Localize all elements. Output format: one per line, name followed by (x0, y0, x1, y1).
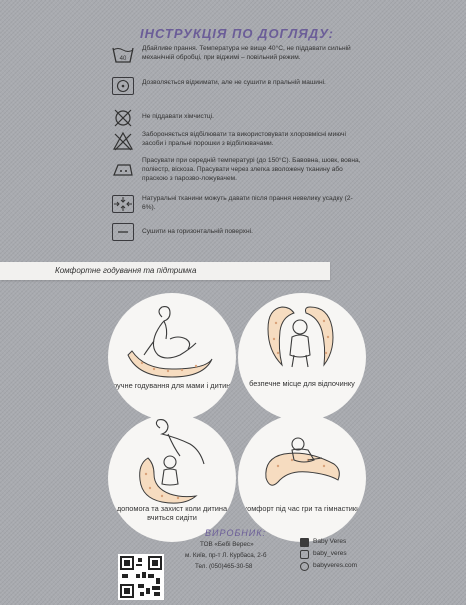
globe-icon (300, 562, 309, 571)
tumble-dry-prohibited-icon (112, 77, 134, 95)
feature-card-play (238, 414, 366, 542)
care-text: Сушити на горизонтальній поверхні. (142, 228, 253, 235)
svg-text:40: 40 (119, 56, 127, 62)
instagram-handle: baby_veres (313, 550, 347, 557)
manufacturer-company: ТОВ «Бебі Верес» (200, 541, 254, 548)
manufacturer-title: ВИРОБНИК: (205, 528, 267, 538)
facebook-handle: Baby Veres (313, 538, 347, 545)
rest-illustration (238, 293, 366, 421)
no-dry-clean-icon (112, 108, 134, 126)
care-instructions-title: ІНСТРУКЦІЯ ПО ДОГЛЯДУ: (140, 26, 334, 41)
care-text: Дбайливе прання. Температура не вище 40°С, не піддавати сильній механічній обробці, при віджимі – повільний режим. (142, 45, 351, 61)
feature-caption: комфорт під час гри та гімнастики (243, 504, 361, 513)
manufacturer-address: м. Київ, пр-т Л. Курбаса, 2-б (185, 552, 267, 559)
shrink-icon (112, 195, 134, 213)
feature-card-feeding (108, 293, 236, 421)
qr-code (118, 554, 164, 600)
dry-flat-icon (112, 223, 134, 241)
care-text: Дозволяється віджимати, але не сушити в пральній машині. (142, 79, 326, 86)
feature-caption: зручне годування для мами і дитини (109, 381, 235, 390)
care-text: Прасувати при середній температурі (до 150°С). Бавовна, шовк, вовна, поліестр, віскоза. Прасувати через злегка зволожену тканину або праскою з парозво-ложувачем. (142, 157, 361, 182)
care-text: Натуральні тканини можуть давати після прання невелику усадку (2-6%). (142, 195, 353, 211)
facebook-icon (300, 538, 309, 547)
care-text: Не піддавати хімчистці. (142, 113, 214, 120)
website-link[interactable]: babyveres.com (313, 562, 358, 569)
manufacturer-phone: Тел. (050)465-30-58 (195, 563, 253, 570)
care-text: Забороняється відбілювати та використовувати хлоровмісні миючі засоби і пральні порошки з відбілювачами. (142, 131, 346, 147)
feeding-illustration (108, 293, 236, 421)
play-illustration (238, 414, 366, 542)
feature-banner-text: Комфортне годування та підтримка (55, 266, 197, 275)
wash-40-icon (112, 45, 134, 63)
feature-card-sitting (108, 414, 236, 542)
iron-medium-icon (112, 160, 134, 178)
feature-card-rest (238, 293, 366, 421)
feature-caption: допомога та захист коли дитина вчиться сидіти (116, 504, 228, 522)
instagram-icon (300, 550, 309, 559)
sitting-illustration (108, 414, 236, 542)
feature-caption: безпечне місце для відпочинку (249, 379, 355, 388)
no-bleach-icon (112, 131, 134, 149)
